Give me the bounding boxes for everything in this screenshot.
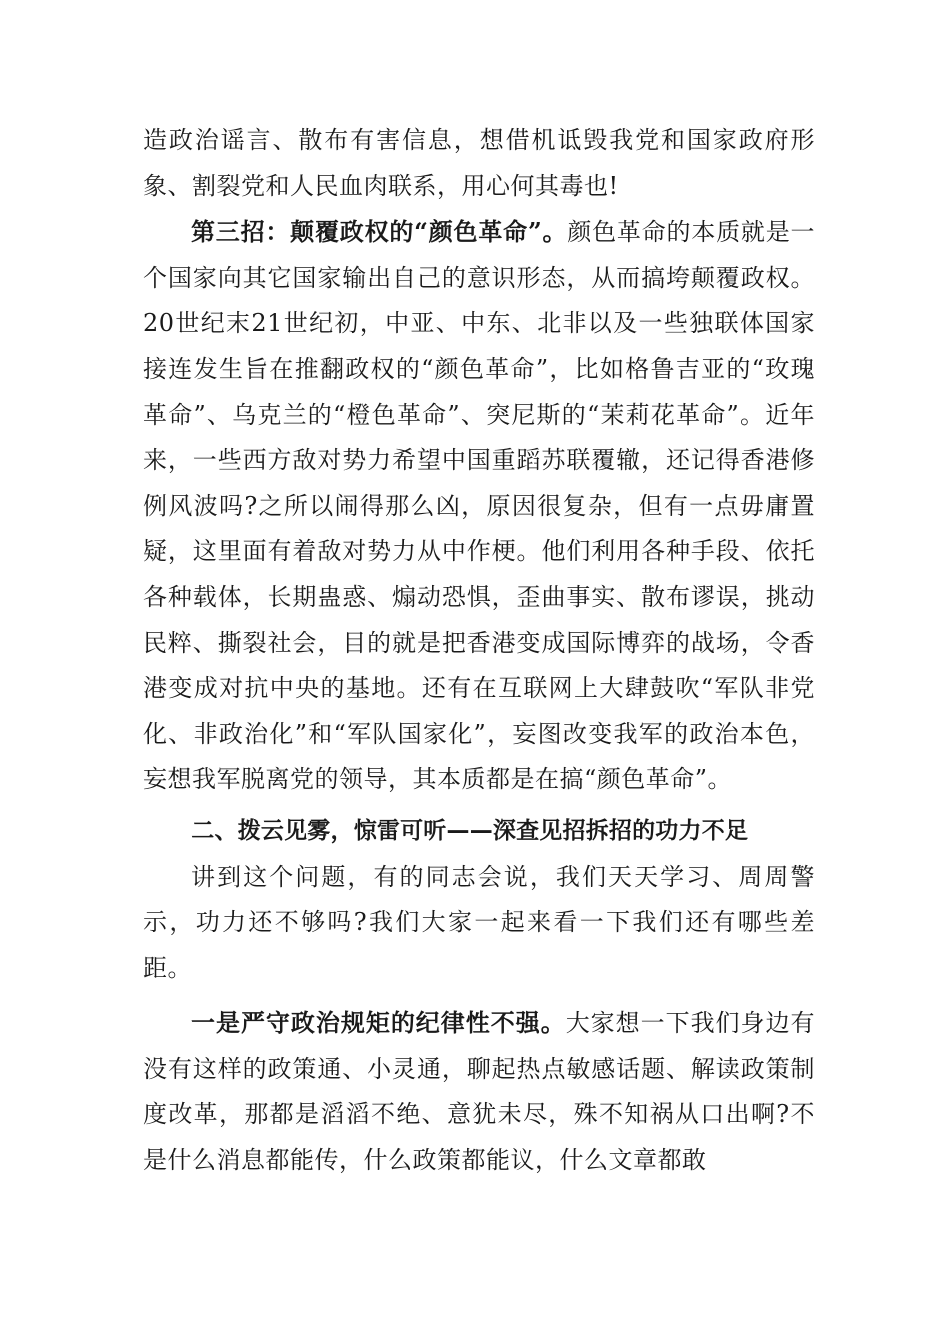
paragraph-point-one [143, 1000, 815, 1183]
paragraph-text: 造政治谣言、散布有害信息，想借机诋毁我党和国家政府形象、割裂党和人民血肉联系，用心何其毒也! [143, 126, 815, 200]
paragraph-lead-bold: 第三招：颠覆政权的“颜色革命”。 [191, 217, 568, 247]
paragraph-continuation [143, 118, 815, 209]
paragraph-lead-bold: 一是严守政治规矩的纪律性不强。 [191, 1008, 566, 1038]
document-body [143, 118, 815, 1184]
paragraph-intro [143, 855, 815, 992]
paragraph-text: 讲到这个问题，有的同志会说，我们天天学习、周周警示，功力还不够吗?我们大家一起来看一下我们还有哪些差距。 [143, 862, 815, 982]
paragraph-third-tactic [143, 209, 815, 803]
paragraph-text: 颜色革命的本质就是一个国家向其它国家输出自己的意识形态，从而搞垮颠覆政权。20世纪末21世纪初，中亚、中东、北非以及一些独联体国家接连发生旨在推翻政权的“颜色革命”，比如格鲁吉亚的“玫瑰革命”、乌克兰的“橙色革命”、突尼斯的“茉莉花革命”。近年来，一些西方敌对势力希望中国重蹈苏联覆辙，还记得香港修例风波吗?之所以闹得那么凶，原因很复杂，但有一点毋庸置疑，这里面有着敌对势力从中作梗。他们利用各种手段、依托各种载体，长期蛊惑、煽动恐惧，歪曲事实、散布谬误，挑动民粹、撕裂社会，目的就是把香港变成国际博弈的战场，令香港变成对抗中央的基地。还有在互联网上大肆鼓吹“军队非党化、非政治化”和“军队国家化”，妄图改变我军的政治本色，妄想我军脱离党的领导，其本质都是在搞“颜色革命”。 [143, 218, 816, 794]
section-heading: 二、拨云见雾，惊雷可听——深查见招拆招的功力不足 [191, 817, 749, 844]
paragraph-text: 大家想一下我们身边有没有这样的政策通、小灵通，聊起热点敏感话题、解读政策制度改革，那都是滔滔不绝、意犹未尽，殊不知祸从口出啊?不是什么消息都能传，什么政策都能议，什么文章都敢 [143, 1009, 815, 1175]
